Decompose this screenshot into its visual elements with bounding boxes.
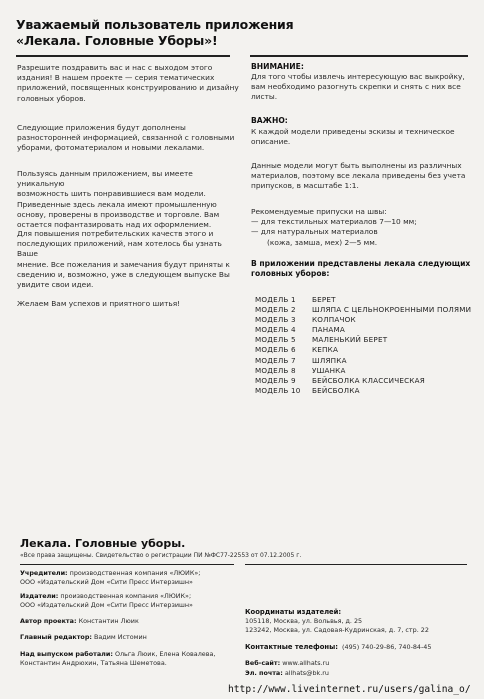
seam-item: (кожа, замша, мех) 2—5 мм.	[267, 237, 378, 247]
attention-heading: ВНИМАНИЕ:	[251, 62, 304, 71]
model-name: ПАНАМА	[312, 325, 345, 335]
model-row	[255, 325, 480, 335]
seam-allowances	[251, 207, 476, 248]
text-line: листы.	[251, 92, 278, 102]
author-label: Автор проекта:	[20, 617, 77, 625]
address-line: 105118, Москва, ул. Вольвья, д. 25	[245, 617, 363, 626]
model-row	[255, 345, 480, 355]
model-row	[255, 335, 480, 345]
publishers-line: ООО «Издательский Дом «Сити Пресс Интерзишн»	[20, 601, 193, 610]
publishers-block	[20, 592, 240, 610]
text-line: В приложении представлены лекала следующих	[251, 259, 471, 268]
text-line: мнение. Все пожелания и замечания будут приняты к	[17, 259, 230, 269]
publishers-line: производственная компания «ЛЮИК»;	[60, 592, 192, 600]
divider-right	[250, 55, 468, 57]
text-line: Для того чтобы извлечь интересующую вас выкройку,	[251, 72, 465, 81]
model-name: БЕЙСБОЛКА КЛАССИЧЕСКАЯ	[312, 375, 425, 385]
model-row	[255, 366, 480, 376]
model-name: ШЛЯПА С ЦЕЛЬНОКРОЕННЫМИ ПОЛЯМИ	[312, 305, 472, 315]
models-heading	[251, 259, 476, 279]
model-row	[255, 295, 480, 305]
attention-text	[251, 72, 476, 103]
text-line: Данные модели могут быть выполнены из различных	[251, 161, 462, 170]
text-line: приложений, посвященных конструированию и дизайну	[17, 83, 239, 93]
text-line: Следующие приложения будут дополнены	[17, 123, 186, 132]
founders-block	[20, 569, 240, 587]
team-line: Ольга Люик, Елена Ковалева,	[114, 650, 216, 658]
address-line: 123242, Москва, ул. Садовая-Кудринская, д. 7, стр. 22	[245, 626, 429, 635]
phones-block	[245, 643, 470, 652]
founders-line: производственная компания «ЛЮИК»;	[69, 569, 201, 577]
text-line: Приведенные здесь лекала имеют промышленную	[17, 199, 217, 209]
text-line: вам необходимо разогнуть скрепки и снять с них все	[251, 82, 461, 92]
editor-label: Главный редактор:	[20, 633, 92, 641]
text-line: последующих приложений, нам хотелось бы узнать Ваше	[17, 239, 222, 259]
text-line: издания! В нашем проекте — серия тематических	[17, 73, 215, 83]
watermark-url: http://www.liveinternet.ru/users/galina_o/	[228, 684, 471, 695]
phones-value: (495) 740-29-86, 740-84-45	[342, 643, 432, 651]
model-name: БЕЙСБОЛКА	[312, 385, 360, 395]
seams-intro: Рекомендуемые припуски на швы:	[251, 207, 387, 216]
models-list	[255, 295, 480, 396]
model-number: МОДЕЛЬ 2	[255, 305, 296, 315]
model-number: МОДЕЛЬ 8	[255, 365, 296, 375]
text-line: Разрешите поздравить вас и нас с выходом этого	[17, 63, 213, 72]
model-number: МОДЕЛЬ 5	[255, 335, 296, 345]
text-line: основу, проверены в производстве и торговле. Вам	[17, 209, 220, 219]
page-title-line2: «Лекала. Головные Уборы»!	[16, 33, 218, 48]
team-line: Константин Андрюхин, Татьяна Шеметова.	[20, 659, 167, 668]
model-row	[255, 356, 480, 366]
important-text	[251, 127, 476, 147]
email-block	[245, 669, 470, 678]
model-name: УШАНКА	[312, 365, 346, 375]
text-line: увидите свои идеи.	[17, 280, 94, 290]
author-block	[20, 617, 240, 626]
text-line: припусков, в масштабе 1:1.	[251, 181, 359, 191]
model-name: ШЛЯПКА	[312, 355, 347, 365]
publishers-label: Издатели:	[20, 592, 59, 600]
founders-line: ООО «Издательский Дом «Сити Пресс Интерзишн»	[20, 578, 193, 587]
model-row	[255, 376, 480, 386]
text-line: возможность шить понравившиеся вам модели.	[17, 189, 206, 199]
model-row	[255, 386, 480, 396]
coordinates-block	[245, 608, 470, 636]
text-line: головных уборов:	[251, 269, 330, 278]
email-link[interactable]: allhats@bk.ru	[284, 669, 329, 677]
text-line: головных уборов.	[17, 93, 86, 103]
team-label: Над выпуском работали:	[20, 650, 113, 658]
coordinates-label: Координаты издателей:	[245, 608, 342, 616]
model-number: МОДЕЛЬ 3	[255, 315, 296, 325]
model-name: КОЛПАЧОК	[312, 315, 356, 325]
rights-notice: «Все права защищены. Свидетельство о регистрации ПИ №ФС77-22553 от 07.12.2005 г.	[20, 552, 302, 559]
team-block	[20, 650, 245, 668]
imprint-title: Лекала. Головные уборы.	[20, 537, 186, 550]
text-line: разносторонней информацией, связанной с головными	[17, 133, 235, 143]
phones-label: Контактные телефоны:	[245, 643, 338, 651]
seam-item: — для натуральных материалов	[251, 227, 378, 237]
materials-text	[251, 161, 476, 192]
model-number: МОДЕЛЬ 9	[255, 375, 296, 385]
site-label: Веб-сайт:	[245, 659, 281, 667]
text-line: сведению и, возможно, уже в следующем выпуске Вы	[17, 269, 230, 279]
text-line: Пользуясь данным приложением, вы имеете уникальную	[17, 169, 193, 189]
editor-name: Вадим Истомин	[94, 633, 147, 641]
divider-left	[16, 55, 230, 57]
supplements-paragraph	[17, 123, 242, 154]
model-number: МОДЕЛЬ 10	[255, 385, 301, 395]
founders-label: Учредители:	[20, 569, 68, 577]
editor-block	[20, 633, 240, 642]
site-block	[245, 659, 470, 668]
text-line: К каждой модели приведены эскизы и техническое	[251, 127, 455, 136]
model-number: МОДЕЛЬ 1	[255, 295, 296, 304]
seam-item: — для текстильных материалов 7—10 мм;	[251, 217, 417, 227]
model-number: МОДЕЛЬ 4	[255, 325, 296, 335]
site-link[interactable]: www.allhats.ru	[282, 659, 330, 667]
text-line: уборами, фотоматериалом и новыми лекалами.	[17, 143, 205, 153]
model-name: КЕПКА	[312, 345, 339, 355]
important-heading: ВАЖНО:	[251, 116, 288, 125]
wishes-line: Желаем Вам успехов и приятного шитья!	[17, 299, 181, 308]
text-line: Для повышения потребительских качеств этого и	[17, 229, 214, 238]
imprint-divider-left	[20, 564, 234, 565]
model-row	[255, 315, 480, 325]
usage-paragraph	[17, 169, 242, 230]
email-label: Эл. почта:	[245, 669, 283, 677]
model-number: МОДЕЛЬ 7	[255, 355, 296, 365]
page-title-line1: Уважаемый пользователь приложения	[16, 17, 294, 32]
model-number: МОДЕЛЬ 6	[255, 345, 296, 355]
text-line: материалов, поэтому все лекала приведены без учета	[251, 171, 466, 181]
model-name: МАЛЕНЬКИЙ БЕРЕТ	[312, 335, 388, 345]
intro-paragraph	[17, 63, 242, 104]
model-name: БЕРЕТ	[312, 295, 336, 304]
text-line: остается пофантазировать над их оформлением.	[17, 220, 212, 230]
text-line: описание.	[251, 137, 291, 147]
model-row	[255, 305, 480, 315]
feedback-paragraph	[17, 229, 242, 290]
imprint-divider-right	[245, 564, 467, 565]
author-name: Константин Люик	[78, 617, 139, 625]
